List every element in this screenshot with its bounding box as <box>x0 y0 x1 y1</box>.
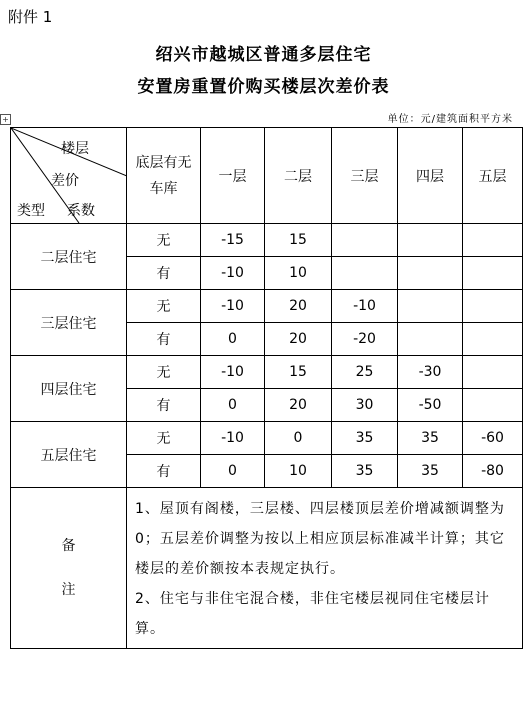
value-cell: -10 <box>201 290 265 323</box>
value-cell <box>332 257 398 290</box>
price-difference-table <box>10 127 523 649</box>
value-cell: -15 <box>201 224 265 257</box>
value-cell: -10 <box>201 257 265 290</box>
notes-row <box>11 488 523 649</box>
value-cell <box>463 356 523 389</box>
value-cell <box>398 257 463 290</box>
value-cell: -60 <box>463 422 523 455</box>
type-cell: 二层住宅 <box>11 224 127 290</box>
type-cell: 四层住宅 <box>11 356 127 422</box>
col-header-floor-2: 二层 <box>265 128 332 224</box>
table-row <box>11 224 523 257</box>
col-header-floor-3: 三层 <box>332 128 398 224</box>
value-cell: -10 <box>332 290 398 323</box>
value-cell: 20 <box>265 389 332 422</box>
garage-cell: 无 <box>127 224 201 257</box>
unit-note: 单位：元/建筑面积平方米 <box>387 114 513 125</box>
table-row <box>11 422 523 455</box>
value-cell: 0 <box>201 455 265 488</box>
value-cell: 30 <box>332 389 398 422</box>
corner-label-floor: 楼层 <box>61 141 89 157</box>
col-header-floor-5: 五层 <box>463 128 523 224</box>
value-cell <box>463 389 523 422</box>
notes-label-1: 备 <box>61 538 76 554</box>
table-row <box>11 356 523 389</box>
garage-cell: 无 <box>127 356 201 389</box>
type-cell: 五层住宅 <box>11 422 127 488</box>
notes-label-cell <box>11 488 127 649</box>
notes-label-2: 注 <box>61 582 76 598</box>
table-row <box>11 290 523 323</box>
value-cell: 35 <box>332 422 398 455</box>
value-cell: -80 <box>463 455 523 488</box>
value-cell <box>463 323 523 356</box>
value-cell: 10 <box>265 257 332 290</box>
value-cell <box>463 224 523 257</box>
value-cell <box>398 290 463 323</box>
value-cell: -10 <box>201 422 265 455</box>
value-cell: 10 <box>265 455 332 488</box>
corner-label-coef: 系数 <box>67 203 95 219</box>
value-cell: 20 <box>265 323 332 356</box>
value-cell: 0 <box>201 389 265 422</box>
table-move-handle-icon[interactable]: + <box>0 114 11 125</box>
type-cell: 三层住宅 <box>11 290 127 356</box>
value-cell: 0 <box>201 323 265 356</box>
garage-cell: 有 <box>127 323 201 356</box>
value-cell <box>463 290 523 323</box>
header-row <box>11 128 523 224</box>
garage-cell: 有 <box>127 455 201 488</box>
value-cell: 35 <box>398 422 463 455</box>
note-item-2: 2、住宅与非住宅混合楼，非住宅楼层视同住宅楼层计算。 <box>135 591 490 637</box>
garage-cell: 有 <box>127 389 201 422</box>
col-header-floor-1: 一层 <box>201 128 265 224</box>
value-cell: 35 <box>398 455 463 488</box>
notes-content <box>127 488 523 649</box>
garage-cell: 有 <box>127 257 201 290</box>
garage-cell: 无 <box>127 422 201 455</box>
col-header-floor-4: 四层 <box>398 128 463 224</box>
corner-label-diff: 差价 <box>51 173 79 189</box>
value-cell: 0 <box>265 422 332 455</box>
value-cell: 15 <box>265 356 332 389</box>
value-cell: -10 <box>201 356 265 389</box>
value-cell: -20 <box>332 323 398 356</box>
value-cell: 15 <box>265 224 332 257</box>
value-cell: -30 <box>398 356 463 389</box>
garage-header: 底层有无车库 <box>127 128 201 224</box>
diagonal-corner-cell <box>11 128 127 224</box>
value-cell: -50 <box>398 389 463 422</box>
value-cell <box>332 224 398 257</box>
value-cell: 35 <box>332 455 398 488</box>
garage-cell: 无 <box>127 290 201 323</box>
value-cell: 25 <box>332 356 398 389</box>
title-line-1: 绍兴市越城区普通多层住宅 <box>155 45 372 65</box>
value-cell <box>398 323 463 356</box>
note-item-1: 1、屋顶有阁楼，三层楼、四层楼顶层差价增减额调整为 0；五层差价调整为按以上相应顶层标准减半计算；其它楼层的差价额按本表规定执行。 <box>135 501 505 577</box>
attachment-label: 附件 1 <box>8 8 53 26</box>
value-cell: 20 <box>265 290 332 323</box>
value-cell <box>463 257 523 290</box>
value-cell <box>398 224 463 257</box>
corner-label-type: 类型 <box>17 203 45 219</box>
title-line-2: 安置房重置价购买楼层次差价表 <box>137 77 390 97</box>
